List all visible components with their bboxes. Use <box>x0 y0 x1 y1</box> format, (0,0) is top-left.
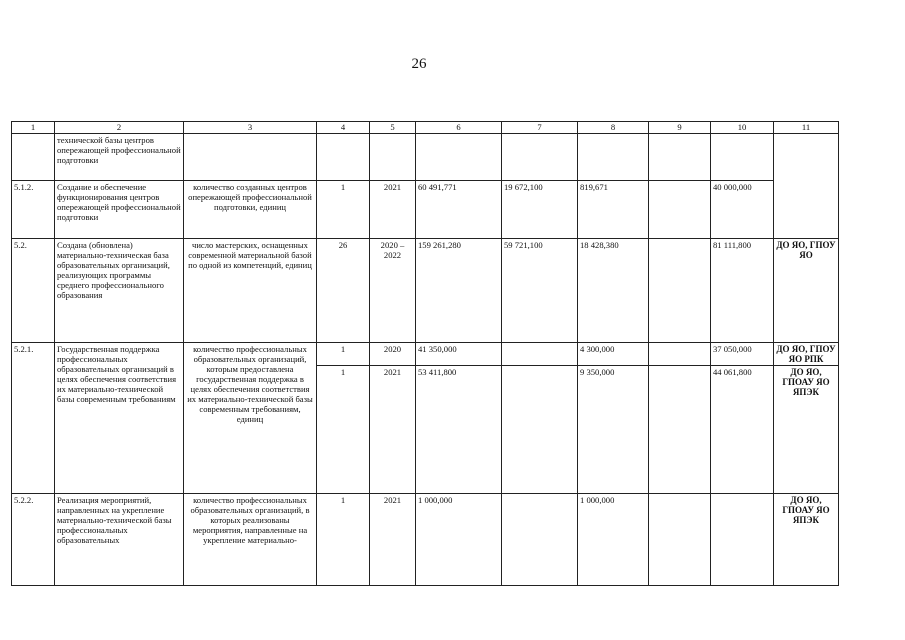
row-indicator: количество профессиональных образовательных организаций, в которых реализованы мероприятия, направленные на укрепление материально- <box>184 494 317 586</box>
row-name: Создание и обеспечение функционирования центров опережающей профессиональной подготовки <box>55 181 184 239</box>
row-col10 <box>711 494 774 586</box>
row-year: 2021 <box>370 494 416 586</box>
row-value: 26 <box>317 239 370 343</box>
column-header: 1 <box>12 122 55 134</box>
row-regional: 18 428,380 <box>578 239 649 343</box>
column-header: 9 <box>649 122 711 134</box>
column-header: 5 <box>370 122 416 134</box>
row-col9 <box>649 239 711 343</box>
row-year: 2020 <box>370 343 416 366</box>
row-indicator: количество созданных центров опережающей профессиональной подготовки, единиц <box>184 181 317 239</box>
row-federal <box>502 366 578 494</box>
table-row <box>12 494 839 586</box>
row-col10: 40 000,000 <box>711 181 774 239</box>
row-year: 2020 – 2022 <box>370 239 416 343</box>
row-federal: 19 672,100 <box>502 181 578 239</box>
row-col10: 37 050,000 <box>711 343 774 366</box>
row-col9 <box>649 343 711 366</box>
row-col10: 81 111,800 <box>711 239 774 343</box>
row-col10: 44 061,800 <box>711 366 774 494</box>
row-regional: 9 350,000 <box>578 366 649 494</box>
row-name: технической базы центров опережающей профессиональной подготовки <box>55 134 184 181</box>
row-value: 1 <box>317 494 370 586</box>
row-code: 5.1.2. <box>12 181 55 239</box>
row-regional: 819,671 <box>578 181 649 239</box>
column-header: 3 <box>184 122 317 134</box>
page-number: 26 <box>411 56 427 72</box>
row-value: 1 <box>317 343 370 366</box>
table-row <box>12 181 839 239</box>
row-name: Создана (обновлена) материально-техническая база образовательных организаций, реализующих программы среднего профессионального образования <box>55 239 184 343</box>
row-name: Государственная поддержка профессиональных образовательных организаций в целях обеспечения соответствия их материально-технической базы современным требованиям <box>55 343 184 494</box>
row-year: 2021 <box>370 366 416 494</box>
row-code: 5.2.1. <box>12 343 55 494</box>
row-indicator: количество профессиональных образовательных организаций, которым предоставлена государственная поддержка в целях обеспечения соответствия их материально-технической базы современным требованиям, единиц <box>184 343 317 494</box>
row-indicator: число мастерских, оснащенных современной материальной базой по одной из компетенций, единиц <box>184 239 317 343</box>
row-indicator <box>184 134 317 181</box>
row-value: 1 <box>317 366 370 494</box>
row-code: 5.2.2. <box>12 494 55 586</box>
column-header: 8 <box>578 122 649 134</box>
column-header: 11 <box>774 122 839 134</box>
row-total: 53 411,800 <box>416 366 502 494</box>
row-total: 159 261,280 <box>416 239 502 343</box>
row-code <box>12 134 55 181</box>
row-col9 <box>649 494 711 586</box>
row-total: 41 350,000 <box>416 343 502 366</box>
row-year: 2021 <box>370 181 416 239</box>
row-name: Реализация мероприятий, направленных на укрепление материально-технической базы профессиональных образовательных <box>55 494 184 586</box>
column-header: 10 <box>711 122 774 134</box>
table-row <box>12 343 839 366</box>
row-executor: ДО ЯО, ГПОУ ЯО РПК <box>774 343 839 366</box>
table-row <box>12 239 839 343</box>
row-total: 1 000,000 <box>416 494 502 586</box>
row-executor: ДО ЯО, ГПОУ ЯО <box>774 239 839 343</box>
row-value: 1 <box>317 181 370 239</box>
column-header: 7 <box>502 122 578 134</box>
table-row <box>12 134 839 181</box>
row-executor: ДО ЯО, ГПОАУ ЯО ЯПЭК <box>774 366 839 494</box>
row-regional: 1 000,000 <box>578 494 649 586</box>
row-federal: 59 721,100 <box>502 239 578 343</box>
row-federal <box>502 343 578 366</box>
column-header: 6 <box>416 122 502 134</box>
row-col9 <box>649 366 711 494</box>
plan-table <box>11 121 839 586</box>
row-code: 5.2. <box>12 239 55 343</box>
column-header: 4 <box>317 122 370 134</box>
row-total: 60 491,771 <box>416 181 502 239</box>
column-number-row <box>12 122 839 134</box>
row-col9 <box>649 181 711 239</box>
column-header: 2 <box>55 122 184 134</box>
row-federal <box>502 494 578 586</box>
row-executor: ДО ЯО, ГПОАУ ЯО ЯПЭК <box>774 494 839 586</box>
row-regional: 4 300,000 <box>578 343 649 366</box>
